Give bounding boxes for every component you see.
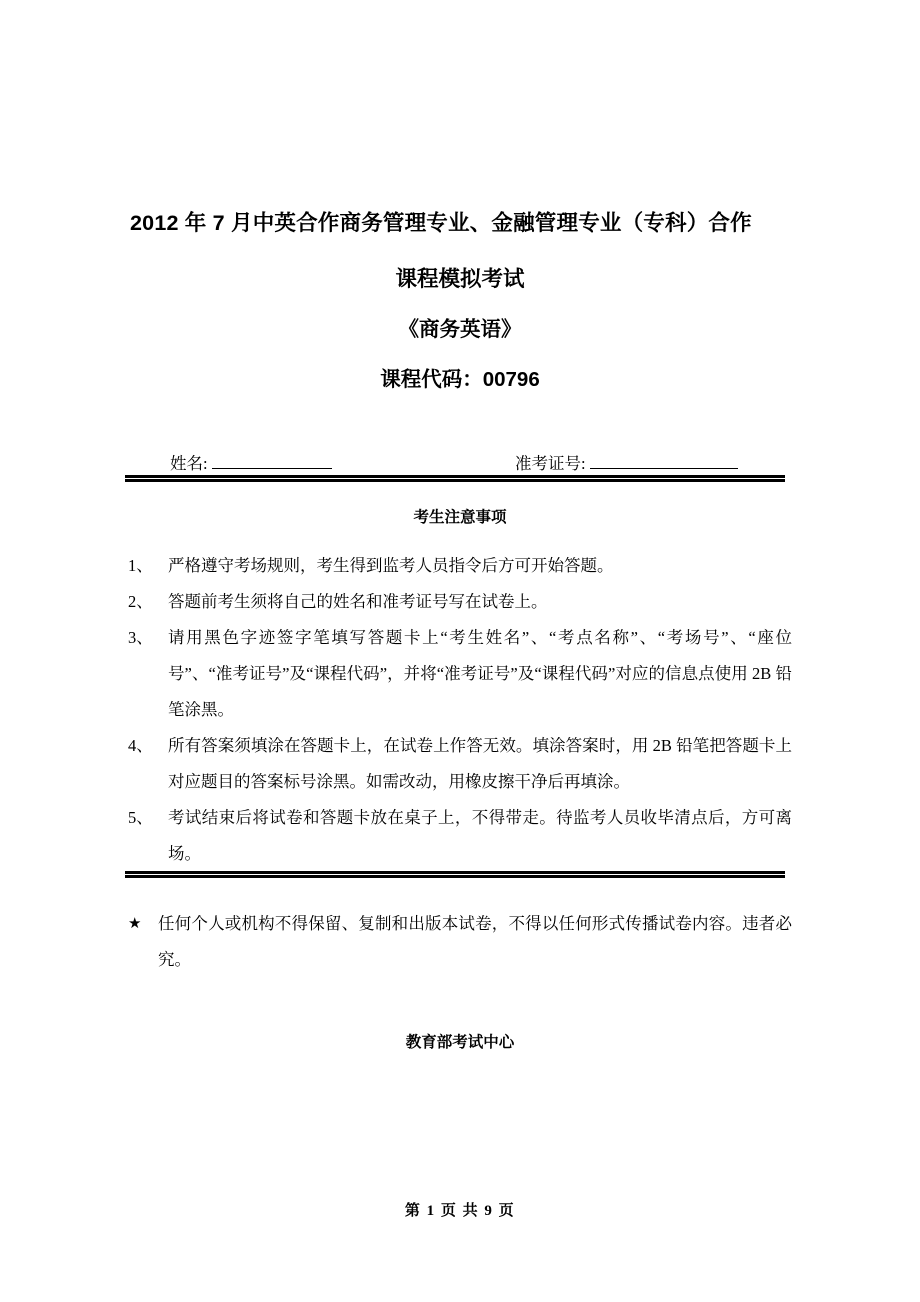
divider-top — [125, 475, 785, 482]
list-item — [128, 584, 792, 620]
list-item — [128, 620, 792, 728]
identity-row — [128, 452, 788, 476]
ticket-number-field — [515, 452, 738, 476]
name-label: 姓名: — [170, 454, 208, 473]
list-item-text: 考试结束后将试卷和答题卡放在桌子上，不得带走。待监考人员收毕清点后，方可离场。 — [168, 808, 792, 863]
notice-list — [128, 548, 792, 872]
ticket-number-input-blank[interactable] — [590, 453, 738, 469]
list-item-text: 请用黑色字迹签字笔填写答题卡上“考生姓名”、“考点名称”、“考场号”、“座位号”、“准考证号”及“课程代码”，并将“准考证号”及“课程代码”对应的信息点使用 2B 铅笔涂黑。 — [168, 628, 792, 719]
star-icon: ★ — [128, 916, 142, 932]
name-input-blank[interactable] — [212, 453, 332, 469]
list-item-text: 答题前考生须将自己的姓名和准考证号写在试卷上。 — [168, 592, 548, 611]
title-block — [130, 208, 790, 394]
issuer-name: 教育部考试中心 — [405, 1034, 515, 1051]
list-item — [128, 548, 792, 584]
divider-bottom — [125, 871, 785, 878]
list-item-marker: 4、 — [128, 736, 153, 755]
list-item-marker: 3、 — [128, 628, 153, 647]
exam-title-line-1: 2012 年 7 月中英合作商务管理专业、金融管理专业（专科）合作 — [130, 211, 752, 235]
name-field — [170, 452, 332, 476]
list-item-marker: 2、 — [128, 592, 153, 611]
course-code: 课程代码：00796 — [380, 368, 540, 391]
ticket-number-label: 准考证号: — [515, 454, 586, 473]
list-item — [128, 728, 792, 800]
list-item-marker: 5、 — [128, 808, 153, 827]
list-item — [128, 800, 792, 872]
copyright-text: 任何个人或机构不得保留、复制和出版本试卷，不得以任何形式传播试卷内容。违者必究。 — [158, 914, 792, 969]
copyright-notice — [128, 906, 792, 978]
list-item-text: 所有答案须填涂在答题卡上，在试卷上作答无效。填涂答案时，用 2B 铅笔把答题卡上对应题目的答案标号涂黑。如需改动，用橡皮擦干净后再填涂。 — [168, 736, 792, 791]
exam-title-line-2: 课程模拟考试 — [395, 267, 525, 291]
list-item-text: 严格遵守考场规则，考生得到监考人员指令后方可开始答题。 — [168, 556, 614, 575]
page-footer: 第 1 页 共 9 页 — [404, 1203, 516, 1219]
notice-heading: 考生注意事项 — [413, 509, 507, 526]
list-item-marker: 1、 — [128, 556, 153, 575]
course-name: 《商务英语》 — [398, 318, 522, 341]
